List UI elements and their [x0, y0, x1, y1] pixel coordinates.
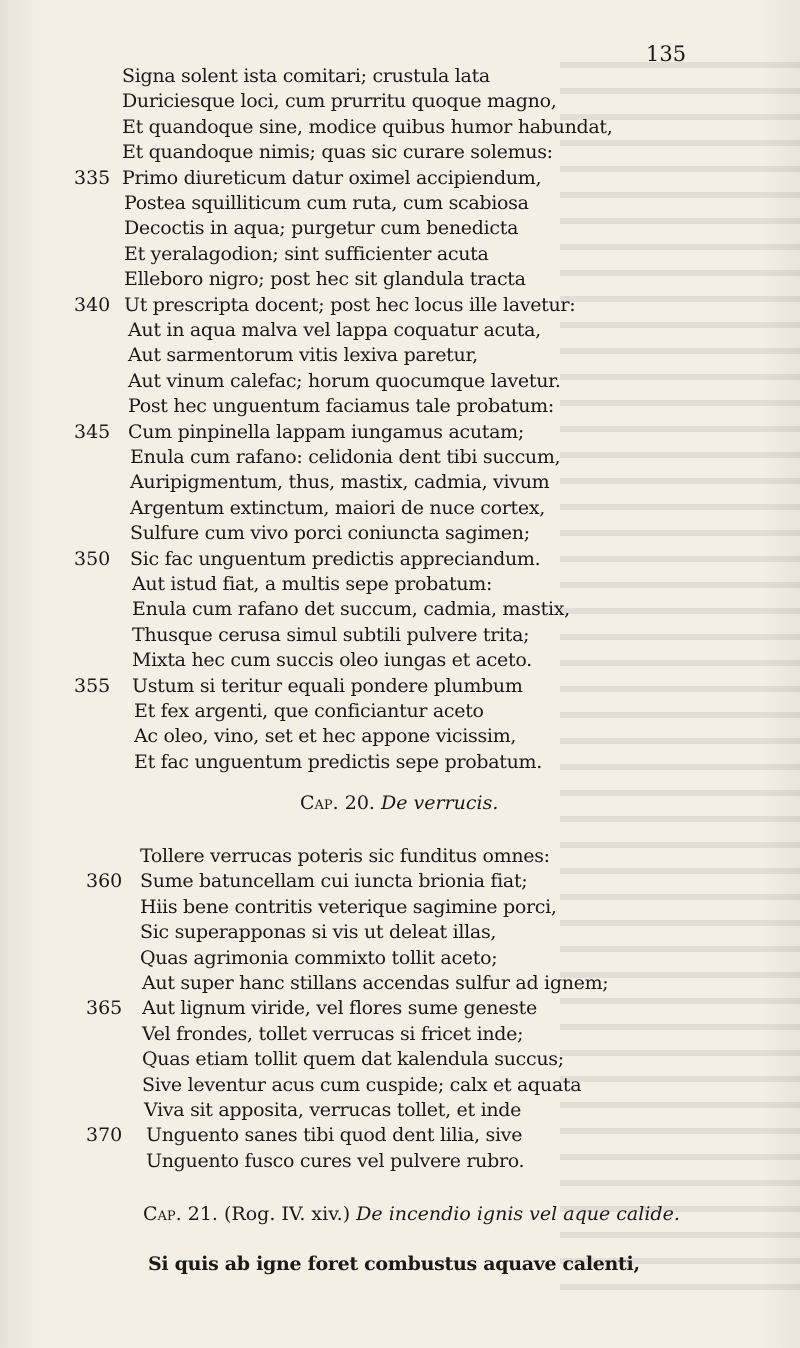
verse-line	[130, 520, 530, 546]
verse-line	[134, 698, 484, 724]
verse-line	[142, 1072, 581, 1098]
line-number: 370	[86, 1124, 123, 1147]
line-number: 345	[74, 420, 111, 443]
verse-line	[122, 165, 541, 191]
page-number: 135	[646, 42, 687, 66]
verse-line	[128, 342, 478, 368]
verse-line	[142, 1021, 523, 1047]
verse-text: Aut super hanc stillans accendas sulfur ad ignem;	[142, 972, 609, 994]
verse-line	[142, 995, 537, 1021]
verse-text: Unguento fusco cures vel pulvere rubro.	[146, 1149, 525, 1172]
verse-text: Ac oleo, vino, set et hec appone vicissim,	[134, 725, 517, 748]
verse-line	[130, 546, 540, 572]
verse-text: Quas agrimonia commixto tollit aceto;	[140, 946, 498, 969]
verse-text: Sic fac unguentum predictis appreciandum.	[130, 547, 541, 570]
verse-text: Aut istud fiat, a multis sepe probatum:	[132, 573, 493, 595]
verse-line	[122, 114, 612, 140]
verse-line	[142, 970, 608, 996]
verse-text: Ustum si teritur equali pondere plumbum	[132, 674, 523, 697]
verse-text: Cum pinpinella lappam iungamus acutam;	[128, 420, 524, 443]
line-number: 365	[86, 997, 123, 1020]
verse-text: Aut vinum calefac; horum quocumque lavetur.	[128, 369, 561, 392]
verse-line	[122, 88, 556, 114]
verse-text: Thusque cerusa simul subtili pulvere trita;	[132, 623, 530, 646]
verse-line	[122, 63, 490, 89]
verse-line	[124, 266, 526, 292]
verse-line	[144, 1097, 521, 1123]
verse-text: Decoctis in aqua; purgetur cum benedicta	[124, 217, 519, 240]
verse-line	[130, 469, 549, 495]
verse-text: Argentum extinctum, maiori de nuce cortex,	[130, 496, 545, 519]
verse-line	[124, 190, 529, 216]
rogerius-reference: (Rog. IV. xiv.)	[224, 1203, 351, 1225]
verse-line	[128, 317, 541, 343]
chapter-number: Cap. 21.	[143, 1203, 218, 1225]
verse-line	[134, 723, 516, 749]
verse-line	[146, 1122, 522, 1148]
verse-text: Tollere verrucas poteris sic funditus omnes:	[140, 845, 550, 867]
verse-text: Et fac unguentum predictis sepe probatum.	[134, 750, 542, 773]
verse-text: Primo diureticum datur oximel accipiendum,	[122, 166, 542, 189]
verse-text: Et quandoque nimis; quas sic curare solemus:	[122, 141, 553, 164]
verse-line	[124, 241, 489, 267]
verse-line	[124, 292, 575, 318]
verse-line	[132, 647, 532, 673]
verse-text: Hiis bene contritis veterique sagimine porci,	[140, 895, 557, 918]
verse-text: Enula cum rafano: celidonia dent tibi succum,	[130, 446, 561, 468]
verse-line	[124, 215, 518, 241]
verse-line	[128, 368, 561, 394]
verse-line	[140, 868, 527, 894]
verse-text: Duriciesque loci, cum prurritu quoque magno,	[122, 90, 557, 113]
verse-line: Si quis ab igne foret combustus aquave calenti,	[148, 1253, 640, 1275]
bleed-through-shadow	[560, 50, 800, 1310]
verse-line	[140, 843, 550, 869]
line-number: 350	[74, 547, 111, 570]
verse-text: Aut lignum viride, vel flores sume geneste	[142, 997, 537, 1020]
verse-text: Unguento sanes tibi quod dent lilia, sive	[146, 1124, 523, 1147]
verse-text: Signa solent ista comitari; crustula lata	[122, 65, 490, 87]
verse-text: Ut prescripta docent; post hec locus ille lavetur:	[124, 293, 576, 316]
chapter-heading-20	[300, 789, 498, 817]
verse-text: Aut sarmentorum vitis lexiva paretur,	[128, 344, 478, 367]
verse-text: Sulfure cum vivo porci coniuncta sagimen;	[130, 522, 530, 545]
verse-line	[146, 1148, 524, 1174]
verse-text: Et yeralagodion; sint sufficienter acuta	[124, 242, 489, 265]
verse-line	[130, 495, 545, 521]
line-number: 360	[86, 870, 123, 893]
verse-text: Auripigmentum, thus, mastix, cadmia, vivum	[130, 471, 550, 494]
verse-line	[128, 419, 524, 445]
chapter-number: Cap. 20.	[300, 792, 375, 814]
verse-text: Sume batuncellam cui iuncta brionia fiat;	[140, 870, 528, 893]
verse-text: Sive leventur acus cum cuspide; calx et aquata	[142, 1073, 582, 1096]
verse-text: Mixta hec cum succis oleo iungas et aceto.	[132, 649, 532, 672]
verse-text: Et quandoque sine, modice quibus humor habundat,	[122, 115, 613, 138]
verse-text: Quas etiam tollit quem dat kalendula succus;	[142, 1048, 564, 1071]
chapter-title: De incendio ignis vel aque calide.	[356, 1203, 680, 1225]
verse-line	[132, 571, 492, 597]
verse-text: Elleboro nigro; post hec sit glandula tracta	[124, 268, 526, 291]
verse-line	[132, 673, 523, 699]
verse-line	[134, 749, 542, 775]
chapter-title: De verrucis.	[381, 792, 499, 814]
verse-line	[132, 622, 529, 648]
line-number: 335	[74, 166, 111, 189]
verse-text: Post hec unguentum faciamus tale probatum:	[128, 395, 554, 418]
verse-text: Vel frondes, tollet verrucas si fricet inde;	[142, 1022, 524, 1045]
verse-text: Aut in aqua malva vel lappa coquatur acuta,	[128, 319, 541, 341]
verse-line	[140, 919, 496, 945]
verse-text: Sic superapponas si vis ut deleat illas,	[140, 921, 497, 944]
verse-text: Postea squilliticum cum ruta, cum scabiosa	[124, 192, 529, 214]
line-number: 355	[74, 674, 111, 697]
chapter-heading-21	[143, 1200, 680, 1228]
verse-line	[132, 596, 570, 622]
verse-line	[130, 444, 560, 470]
verse-line	[128, 393, 554, 419]
verse-line	[142, 1046, 564, 1072]
line-number: 340	[74, 293, 111, 316]
verse-line	[140, 894, 557, 920]
verse-text: Et fex argenti, que conficiantur aceto	[134, 700, 484, 722]
verse-line	[140, 945, 497, 971]
verse-text: Viva sit apposita, verrucas tollet, et inde	[144, 1099, 522, 1121]
verse-line	[122, 139, 553, 165]
verse-text: Enula cum rafano det succum, cadmia, mastix,	[132, 598, 570, 621]
